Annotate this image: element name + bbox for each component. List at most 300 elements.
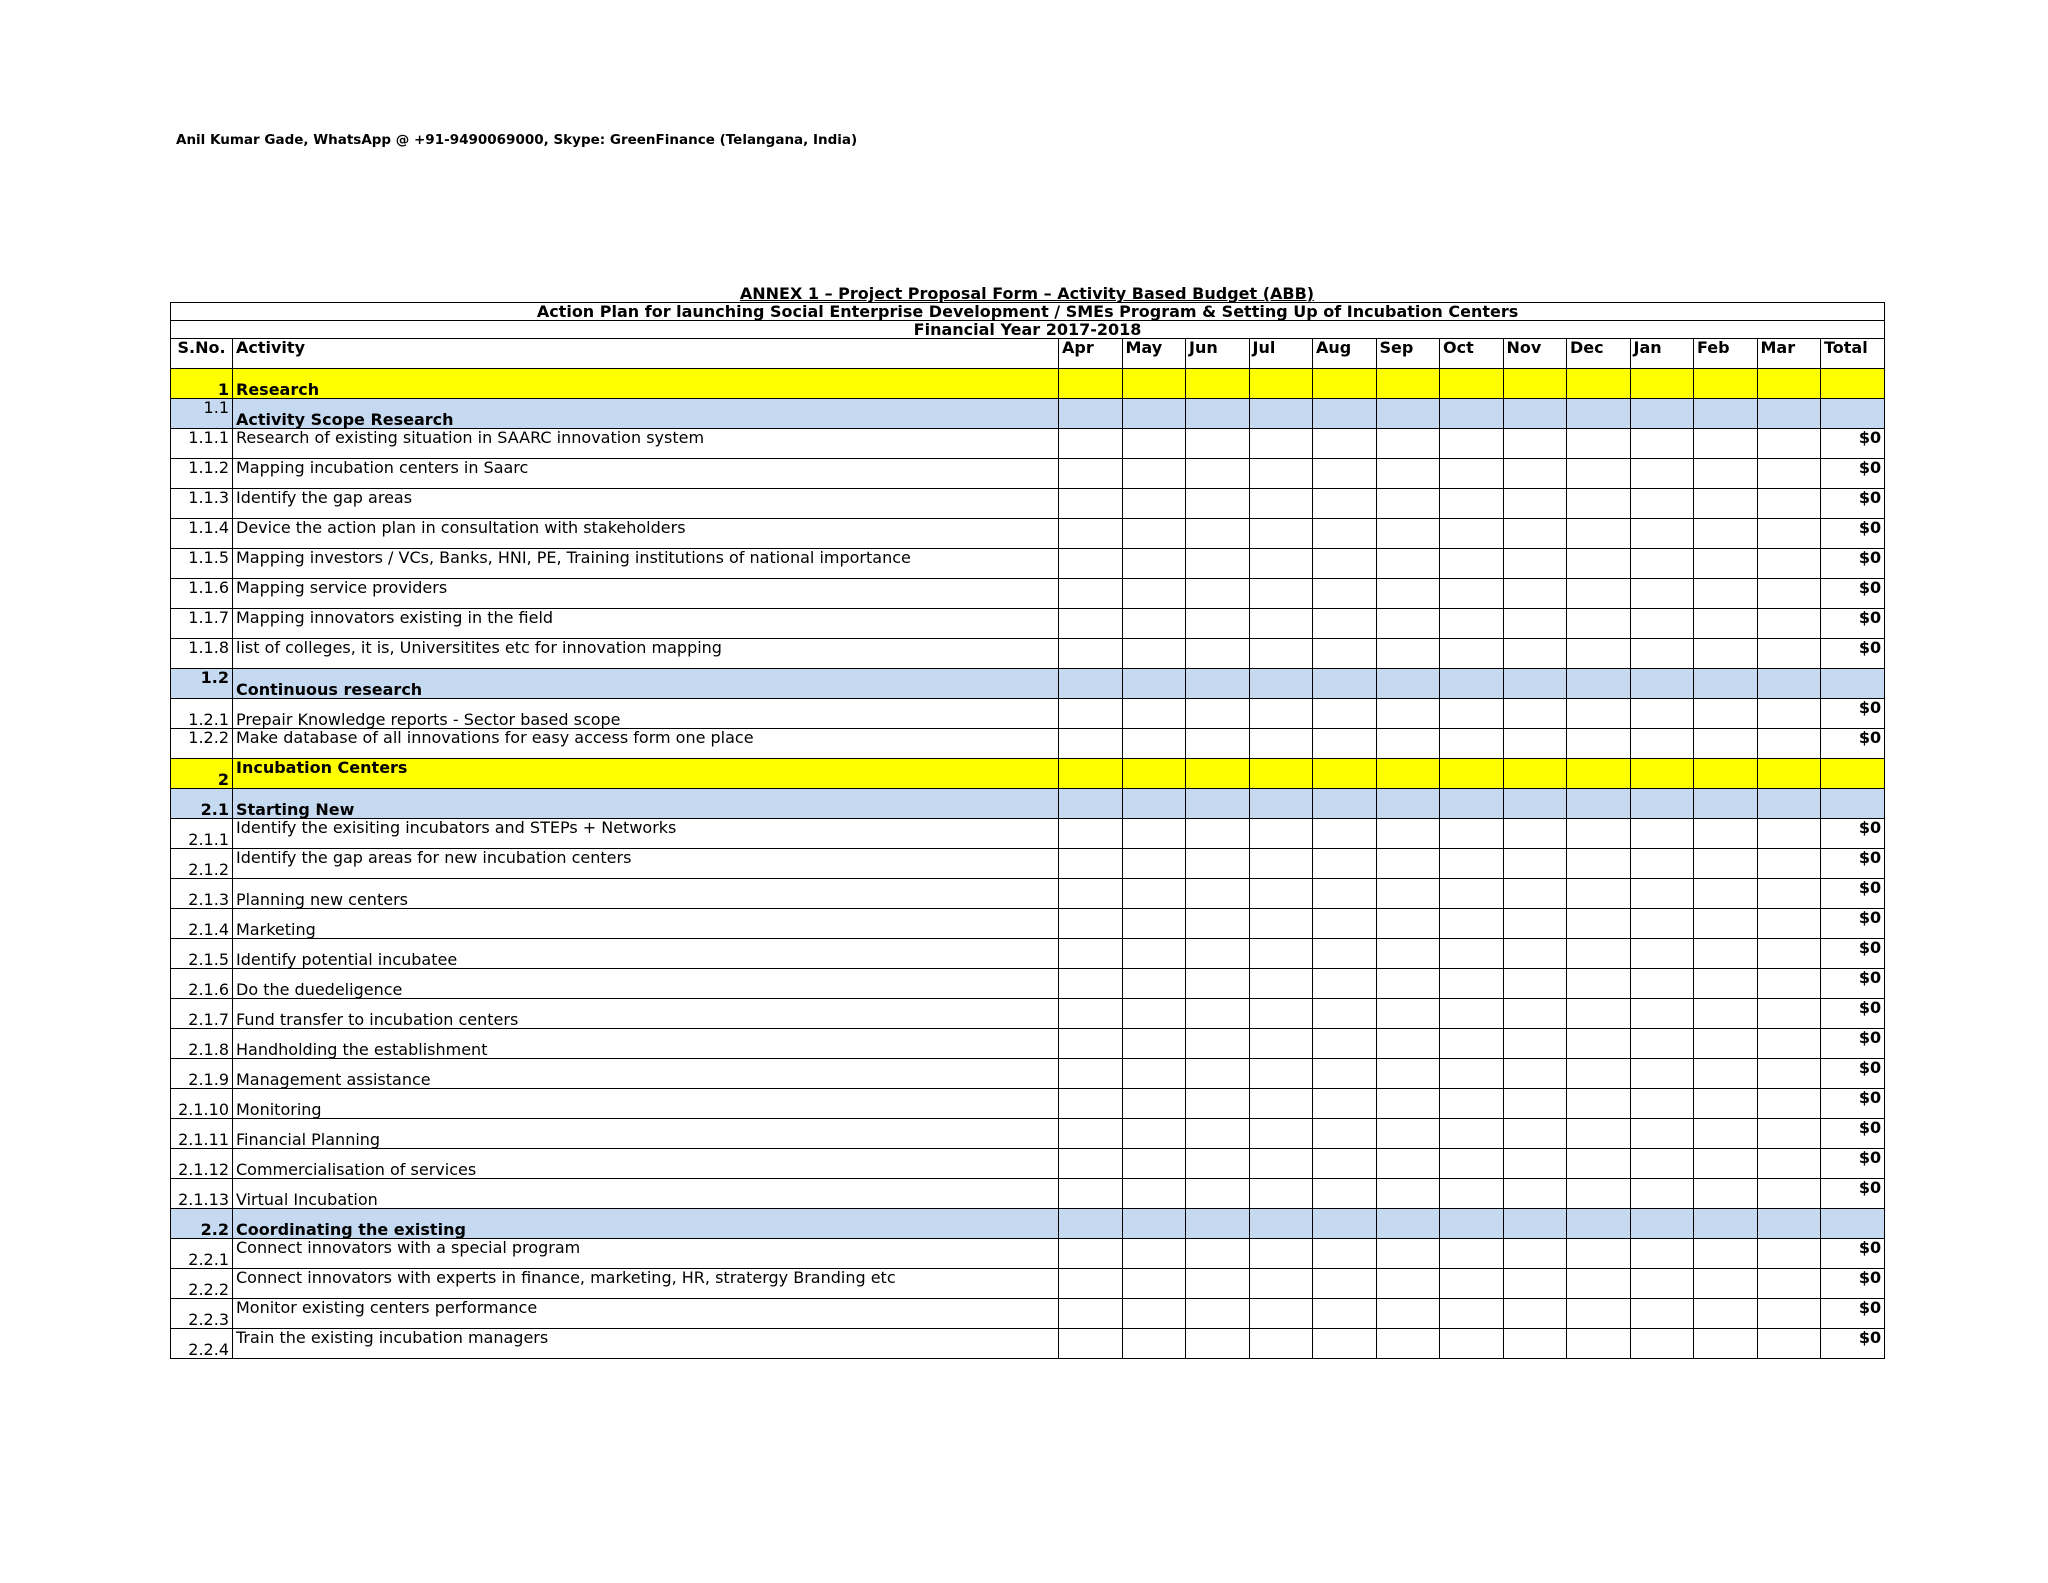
month-cell: [1059, 1329, 1123, 1359]
row-activity: Activity Scope Research: [233, 399, 1059, 429]
month-cell: [1249, 1149, 1313, 1179]
month-cell: [1122, 819, 1186, 849]
month-cell: [1059, 939, 1123, 969]
month-cell: [1440, 1209, 1504, 1239]
month-cell: [1567, 1149, 1631, 1179]
month-cell: [1376, 369, 1440, 399]
month-cell: [1249, 669, 1313, 699]
month-cell: [1186, 639, 1250, 669]
month-cell: [1503, 519, 1567, 549]
row-total: $0: [1821, 969, 1885, 999]
month-cell: [1567, 759, 1631, 789]
month-cell: [1249, 1239, 1313, 1269]
row-activity: Research: [233, 369, 1059, 399]
month-cell: [1503, 1179, 1567, 1209]
row-activity: Commercialisation of services: [233, 1149, 1059, 1179]
month-cell: [1186, 399, 1250, 429]
month-cell: [1503, 1209, 1567, 1239]
month-cell: [1694, 669, 1758, 699]
row-total: $0: [1821, 1149, 1885, 1179]
header-month: Aug: [1313, 339, 1377, 369]
month-cell: [1757, 639, 1821, 669]
row-sno: 2.1.1: [171, 819, 233, 849]
month-cell: [1630, 549, 1694, 579]
month-cell: [1249, 969, 1313, 999]
row-total: $0: [1821, 939, 1885, 969]
row-activity: Financial Planning: [233, 1119, 1059, 1149]
month-cell: [1249, 939, 1313, 969]
row-sno: 2.1.3: [171, 879, 233, 909]
month-cell: [1122, 369, 1186, 399]
month-cell: [1186, 1029, 1250, 1059]
month-cell: [1757, 939, 1821, 969]
row-total: $0: [1821, 1239, 1885, 1269]
header-month: Dec: [1567, 339, 1631, 369]
row-sno: 2.1: [171, 789, 233, 819]
month-cell: [1059, 849, 1123, 879]
table-row: [171, 1329, 1885, 1359]
month-cell: [1059, 609, 1123, 639]
header-month: Sep: [1376, 339, 1440, 369]
month-cell: [1249, 1059, 1313, 1089]
month-cell: [1186, 729, 1250, 759]
month-cell: [1313, 1179, 1377, 1209]
table-row: [171, 1149, 1885, 1179]
row-sno: 1.1.8: [171, 639, 233, 669]
month-cell: [1186, 699, 1250, 729]
activity-budget-table: [170, 302, 1885, 1359]
month-cell: [1376, 549, 1440, 579]
month-cell: [1122, 999, 1186, 1029]
month-cell: [1630, 369, 1694, 399]
month-cell: [1567, 1269, 1631, 1299]
month-cell: [1630, 1299, 1694, 1329]
month-cell: [1186, 1089, 1250, 1119]
month-cell: [1630, 819, 1694, 849]
table-row: [171, 489, 1885, 519]
month-cell: [1757, 729, 1821, 759]
month-cell: [1567, 489, 1631, 519]
month-cell: [1630, 849, 1694, 879]
month-cell: [1630, 699, 1694, 729]
month-cell: [1503, 549, 1567, 579]
month-cell: [1440, 969, 1504, 999]
month-cell: [1186, 669, 1250, 699]
month-cell: [1440, 819, 1504, 849]
month-cell: [1757, 669, 1821, 699]
month-cell: [1630, 489, 1694, 519]
month-cell: [1567, 789, 1631, 819]
month-cell: [1630, 1209, 1694, 1239]
month-cell: [1122, 1299, 1186, 1329]
month-cell: [1630, 1239, 1694, 1269]
month-cell: [1567, 1119, 1631, 1149]
month-cell: [1313, 939, 1377, 969]
month-cell: [1122, 399, 1186, 429]
row-total: $0: [1821, 1029, 1885, 1059]
column-header-row: [171, 339, 1885, 369]
month-cell: [1503, 999, 1567, 1029]
month-cell: [1376, 459, 1440, 489]
month-cell: [1122, 969, 1186, 999]
month-cell: [1757, 549, 1821, 579]
month-cell: [1694, 1209, 1758, 1239]
table-row: [171, 1029, 1885, 1059]
month-cell: [1059, 669, 1123, 699]
row-sno: 1.1.5: [171, 549, 233, 579]
month-cell: [1694, 699, 1758, 729]
month-cell: [1249, 999, 1313, 1029]
month-cell: [1059, 549, 1123, 579]
row-activity: Continuous research: [233, 669, 1059, 699]
month-cell: [1757, 489, 1821, 519]
header-month: Feb: [1694, 339, 1758, 369]
month-cell: [1313, 579, 1377, 609]
row-sno: 2: [171, 759, 233, 789]
row-sno: 2.2.4: [171, 1329, 233, 1359]
month-cell: [1757, 909, 1821, 939]
row-sno: 1.1.6: [171, 579, 233, 609]
month-cell: [1376, 489, 1440, 519]
month-cell: [1249, 549, 1313, 579]
row-sno: 2.1.11: [171, 1119, 233, 1149]
month-cell: [1694, 549, 1758, 579]
month-cell: [1503, 789, 1567, 819]
month-cell: [1186, 879, 1250, 909]
month-cell: [1503, 1089, 1567, 1119]
month-cell: [1503, 369, 1567, 399]
month-cell: [1630, 1329, 1694, 1359]
row-total: $0: [1821, 999, 1885, 1029]
month-cell: [1567, 999, 1631, 1029]
month-cell: [1186, 549, 1250, 579]
month-cell: [1440, 1149, 1504, 1179]
row-activity: Identify the exisiting incubators and STEPs + Networks: [233, 819, 1059, 849]
month-cell: [1567, 399, 1631, 429]
month-cell: [1440, 909, 1504, 939]
month-cell: [1376, 1269, 1440, 1299]
month-cell: [1630, 579, 1694, 609]
table-row: [171, 429, 1885, 459]
month-cell: [1757, 1089, 1821, 1119]
month-cell: [1186, 1239, 1250, 1269]
row-total: $0: [1821, 429, 1885, 459]
month-cell: [1503, 1239, 1567, 1269]
month-cell: [1122, 909, 1186, 939]
month-cell: [1122, 1179, 1186, 1209]
month-cell: [1313, 1059, 1377, 1089]
header-month: Jan: [1630, 339, 1694, 369]
month-cell: [1694, 849, 1758, 879]
row-total: $0: [1821, 519, 1885, 549]
row-sno: 2.2.1: [171, 1239, 233, 1269]
month-cell: [1376, 1209, 1440, 1239]
month-cell: [1567, 819, 1631, 849]
month-cell: [1376, 1149, 1440, 1179]
row-sno: 2.1.4: [171, 909, 233, 939]
month-cell: [1503, 489, 1567, 519]
month-cell: [1376, 1119, 1440, 1149]
month-cell: [1376, 909, 1440, 939]
row-activity: Make database of all innovations for easy access form one place: [233, 729, 1059, 759]
month-cell: [1440, 639, 1504, 669]
row-total: $0: [1821, 729, 1885, 759]
month-cell: [1630, 1269, 1694, 1299]
row-sno: 1.1.2: [171, 459, 233, 489]
month-cell: [1376, 729, 1440, 759]
month-cell: [1694, 1149, 1758, 1179]
month-cell: [1376, 399, 1440, 429]
month-cell: [1440, 459, 1504, 489]
row-activity: Identify the gap areas: [233, 489, 1059, 519]
month-cell: [1694, 1299, 1758, 1329]
month-cell: [1376, 1179, 1440, 1209]
table-row: [171, 819, 1885, 849]
month-cell: [1757, 1209, 1821, 1239]
month-cell: [1186, 939, 1250, 969]
month-cell: [1376, 999, 1440, 1029]
month-cell: [1630, 879, 1694, 909]
month-cell: [1186, 519, 1250, 549]
month-cell: [1440, 369, 1504, 399]
month-cell: [1313, 789, 1377, 819]
month-cell: [1059, 1119, 1123, 1149]
row-total: $0: [1821, 1119, 1885, 1149]
month-cell: [1122, 939, 1186, 969]
row-activity: Do the duedeligence: [233, 969, 1059, 999]
month-cell: [1757, 1269, 1821, 1299]
month-cell: [1567, 369, 1631, 399]
row-sno: 2.1.8: [171, 1029, 233, 1059]
month-cell: [1122, 1329, 1186, 1359]
month-cell: [1122, 489, 1186, 519]
row-total: $0: [1821, 1089, 1885, 1119]
month-cell: [1059, 1239, 1123, 1269]
month-cell: [1376, 669, 1440, 699]
month-cell: [1059, 519, 1123, 549]
row-activity: Research of existing situation in SAARC innovation system: [233, 429, 1059, 459]
month-cell: [1630, 789, 1694, 819]
header-month: Apr: [1059, 339, 1123, 369]
month-cell: [1059, 369, 1123, 399]
month-cell: [1503, 639, 1567, 669]
month-cell: [1059, 1269, 1123, 1299]
row-activity: Identify the gap areas for new incubation centers: [233, 849, 1059, 879]
month-cell: [1567, 1029, 1631, 1059]
month-cell: [1757, 699, 1821, 729]
month-cell: [1694, 909, 1758, 939]
month-cell: [1503, 1029, 1567, 1059]
month-cell: [1186, 1059, 1250, 1089]
month-cell: [1122, 549, 1186, 579]
month-cell: [1630, 519, 1694, 549]
month-cell: [1503, 699, 1567, 729]
row-sno: 1.1.3: [171, 489, 233, 519]
row-total: [1821, 399, 1885, 429]
month-cell: [1757, 1119, 1821, 1149]
month-cell: [1186, 1179, 1250, 1209]
row-activity: Prepair Knowledge reports - Sector based scope: [233, 699, 1059, 729]
month-cell: [1313, 1119, 1377, 1149]
month-cell: [1503, 609, 1567, 639]
month-cell: [1122, 879, 1186, 909]
month-cell: [1503, 879, 1567, 909]
month-cell: [1249, 369, 1313, 399]
month-cell: [1630, 969, 1694, 999]
month-cell: [1630, 609, 1694, 639]
table-row: [171, 1089, 1885, 1119]
month-cell: [1440, 939, 1504, 969]
month-cell: [1630, 759, 1694, 789]
month-cell: [1249, 699, 1313, 729]
table-row: [171, 699, 1885, 729]
month-cell: [1567, 1329, 1631, 1359]
row-activity: Mapping innovators existing in the field: [233, 609, 1059, 639]
month-cell: [1122, 1059, 1186, 1089]
month-cell: [1694, 1329, 1758, 1359]
month-cell: [1376, 1089, 1440, 1119]
row-sno: 2.1.6: [171, 969, 233, 999]
row-activity: Fund transfer to incubation centers: [233, 999, 1059, 1029]
month-cell: [1313, 879, 1377, 909]
month-cell: [1757, 429, 1821, 459]
month-cell: [1313, 459, 1377, 489]
month-cell: [1567, 939, 1631, 969]
month-cell: [1376, 1299, 1440, 1329]
month-cell: [1694, 729, 1758, 759]
month-cell: [1186, 759, 1250, 789]
row-activity: list of colleges, it is, Universitites etc for innovation mapping: [233, 639, 1059, 669]
header-month: Mar: [1757, 339, 1821, 369]
month-cell: [1630, 909, 1694, 939]
row-activity: Monitoring: [233, 1089, 1059, 1119]
table-row: [171, 639, 1885, 669]
month-cell: [1059, 429, 1123, 459]
row-activity: Device the action plan in consultation with stakeholders: [233, 519, 1059, 549]
month-cell: [1249, 399, 1313, 429]
month-cell: [1694, 1269, 1758, 1299]
section-row: [171, 369, 1885, 399]
month-cell: [1186, 969, 1250, 999]
row-sno: 1.2.2: [171, 729, 233, 759]
month-cell: [1249, 729, 1313, 759]
month-cell: [1440, 579, 1504, 609]
month-cell: [1376, 789, 1440, 819]
month-cell: [1567, 609, 1631, 639]
month-cell: [1249, 1329, 1313, 1359]
month-cell: [1249, 879, 1313, 909]
month-cell: [1313, 699, 1377, 729]
month-cell: [1440, 729, 1504, 759]
month-cell: [1249, 459, 1313, 489]
month-cell: [1249, 849, 1313, 879]
row-activity: Connect innovators with experts in finance, marketing, HR, stratergy Branding etc: [233, 1269, 1059, 1299]
row-total: [1821, 759, 1885, 789]
month-cell: [1186, 459, 1250, 489]
month-cell: [1630, 1119, 1694, 1149]
month-cell: [1122, 459, 1186, 489]
row-total: $0: [1821, 549, 1885, 579]
row-sno: 1: [171, 369, 233, 399]
row-total: $0: [1821, 699, 1885, 729]
month-cell: [1313, 549, 1377, 579]
row-sno: 1.1.4: [171, 519, 233, 549]
month-cell: [1567, 1209, 1631, 1239]
table-row: [171, 459, 1885, 489]
month-cell: [1059, 1209, 1123, 1239]
row-total: [1821, 789, 1885, 819]
table-row: [171, 849, 1885, 879]
month-cell: [1186, 1299, 1250, 1329]
month-cell: [1249, 819, 1313, 849]
month-cell: [1249, 489, 1313, 519]
table-row: [171, 1179, 1885, 1209]
month-cell: [1440, 399, 1504, 429]
month-cell: [1376, 879, 1440, 909]
month-cell: [1757, 969, 1821, 999]
row-total: $0: [1821, 1059, 1885, 1089]
row-sno: 2.1.5: [171, 939, 233, 969]
month-cell: [1567, 969, 1631, 999]
header-total: Total: [1821, 339, 1885, 369]
month-cell: [1313, 909, 1377, 939]
month-cell: [1440, 519, 1504, 549]
month-cell: [1313, 819, 1377, 849]
row-sno: 1.1.7: [171, 609, 233, 639]
month-cell: [1376, 1059, 1440, 1089]
month-cell: [1122, 1029, 1186, 1059]
month-cell: [1440, 699, 1504, 729]
month-cell: [1122, 519, 1186, 549]
month-cell: [1440, 879, 1504, 909]
row-sno: 2.1.7: [171, 999, 233, 1029]
month-cell: [1440, 1059, 1504, 1089]
month-cell: [1503, 759, 1567, 789]
month-cell: [1059, 819, 1123, 849]
month-cell: [1694, 1119, 1758, 1149]
month-cell: [1059, 999, 1123, 1029]
month-cell: [1630, 1179, 1694, 1209]
month-cell: [1757, 1329, 1821, 1359]
month-cell: [1503, 399, 1567, 429]
month-cell: [1503, 429, 1567, 459]
month-cell: [1630, 939, 1694, 969]
month-cell: [1249, 429, 1313, 459]
month-cell: [1694, 399, 1758, 429]
month-cell: [1440, 849, 1504, 879]
month-cell: [1757, 1179, 1821, 1209]
month-cell: [1122, 699, 1186, 729]
table-title: Action Plan for launching Social Enterprise Development / SMEs Program & Setting Up of Incubation Centers: [171, 303, 1885, 321]
month-cell: [1757, 579, 1821, 609]
header-month: Jul: [1249, 339, 1313, 369]
header-month: Jun: [1186, 339, 1250, 369]
row-total: [1821, 1209, 1885, 1239]
month-cell: [1567, 849, 1631, 879]
month-cell: [1186, 819, 1250, 849]
month-cell: [1376, 849, 1440, 879]
row-activity: Management assistance: [233, 1059, 1059, 1089]
month-cell: [1567, 909, 1631, 939]
table-row: [171, 1269, 1885, 1299]
month-cell: [1313, 1269, 1377, 1299]
month-cell: [1122, 849, 1186, 879]
month-cell: [1249, 759, 1313, 789]
table-row: [171, 879, 1885, 909]
month-cell: [1694, 939, 1758, 969]
table-row: [171, 939, 1885, 969]
month-cell: [1186, 429, 1250, 459]
